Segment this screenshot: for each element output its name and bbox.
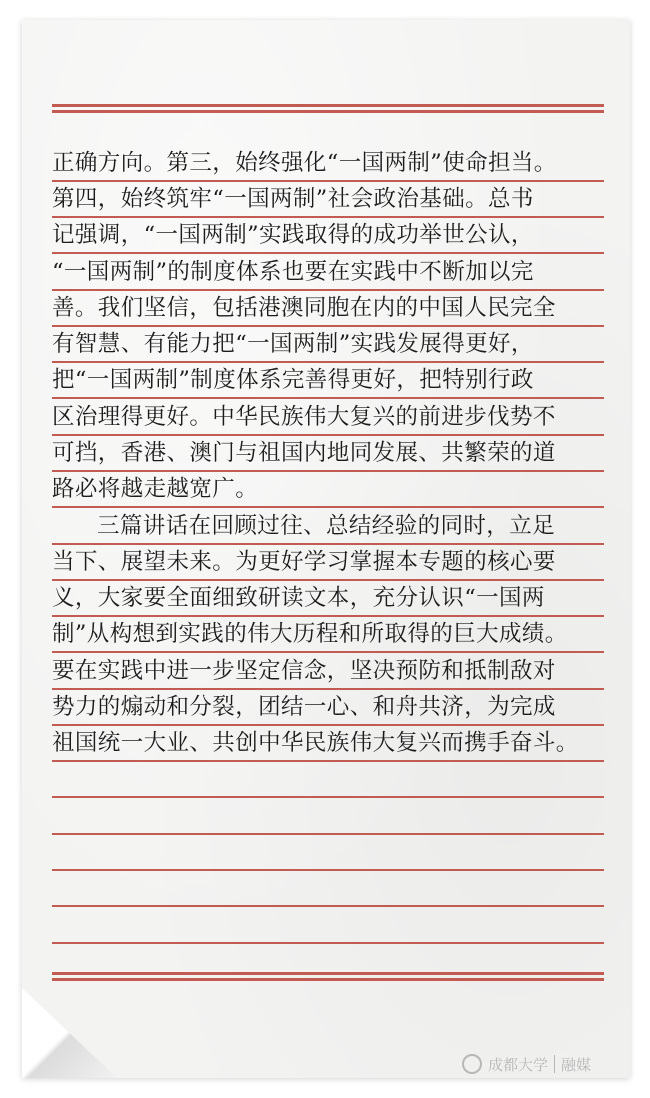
empty-ruled-line [52, 871, 604, 907]
text-line-content: 可挡，香港、澳门与祖国内地同发展、共繁荣的道 [52, 440, 556, 466]
text-line [52, 363, 604, 399]
empty-ruled-line [52, 762, 604, 798]
text-line-content: “一国两制”的制度体系也要在实践中不断加以完 [52, 259, 534, 285]
watermark [462, 1050, 591, 1078]
text-line [52, 146, 604, 182]
text-line [52, 291, 604, 327]
empty-ruled-line [52, 835, 604, 871]
text-line [52, 545, 604, 581]
university-seal-icon [462, 1054, 482, 1074]
empty-ruled-line [52, 799, 604, 835]
text-line-content: 善。我们坚信，包括港澳同胞在内的中国人民完全 [52, 295, 556, 321]
text-line-content: 第四，始终筑牢“一国两制”社会政治基础。总书 [52, 186, 534, 212]
text-line-content: 三篇讲话在回顾过往、总结经验的同时，立足 [97, 513, 556, 539]
text-line-content: 有智慧、有能力把“一国两制”实践发展得更好， [52, 331, 534, 357]
text-line [52, 436, 604, 472]
text-line [52, 617, 604, 653]
watermark-brand: 成都大学 [488, 1055, 549, 1074]
top-double-rule [52, 104, 604, 113]
text-line [52, 472, 604, 508]
text-line-content: 祖国统一大业、共创中华民族伟大复兴而携手奋斗。 [52, 730, 579, 756]
text-line-content: 正确方向。第三，始终强化“一国两制”使命担当。 [52, 150, 557, 176]
text-line-content: 区治理得更好。中华民族伟大复兴的前进步伐势不 [52, 404, 556, 430]
text-line-content: 势力的煽动和分裂，团结一心、和舟共济，为完成 [52, 694, 556, 720]
text-line-content: 把“一国两制”制度体系完善得更好，把特别行政 [52, 367, 534, 393]
text-line [52, 182, 604, 218]
text-line [52, 218, 604, 254]
text-line [52, 509, 604, 545]
text-line-content: 制”从构想到实践的伟大历程和所取得的巨大成绩。 [52, 621, 568, 647]
text-line-content: 义，大家要全面细致研读文本，充分认识“一国两 [52, 585, 545, 611]
text-line-content: 要在实践中进一步坚定信念，坚决预防和抵制敌对 [52, 658, 556, 684]
bottom-double-rule [52, 972, 604, 981]
text-line [52, 400, 604, 436]
text-line [52, 581, 604, 617]
text-line [52, 654, 604, 690]
text-line-content: 当下、展望未来。为更好学习掌握本专题的核心要 [52, 549, 556, 575]
text-line [52, 726, 604, 762]
watermark-tag: 融媒 [561, 1055, 592, 1074]
text-line [52, 255, 604, 291]
text-line-content: 路必将越走越宽广。 [52, 476, 259, 502]
empty-ruled-line [52, 908, 604, 944]
watermark-divider [554, 1055, 555, 1073]
text-line [52, 327, 604, 363]
text-line [52, 690, 604, 726]
text-line-content: 记强调，“一国两制”实践取得的成功举世公认， [52, 222, 534, 248]
